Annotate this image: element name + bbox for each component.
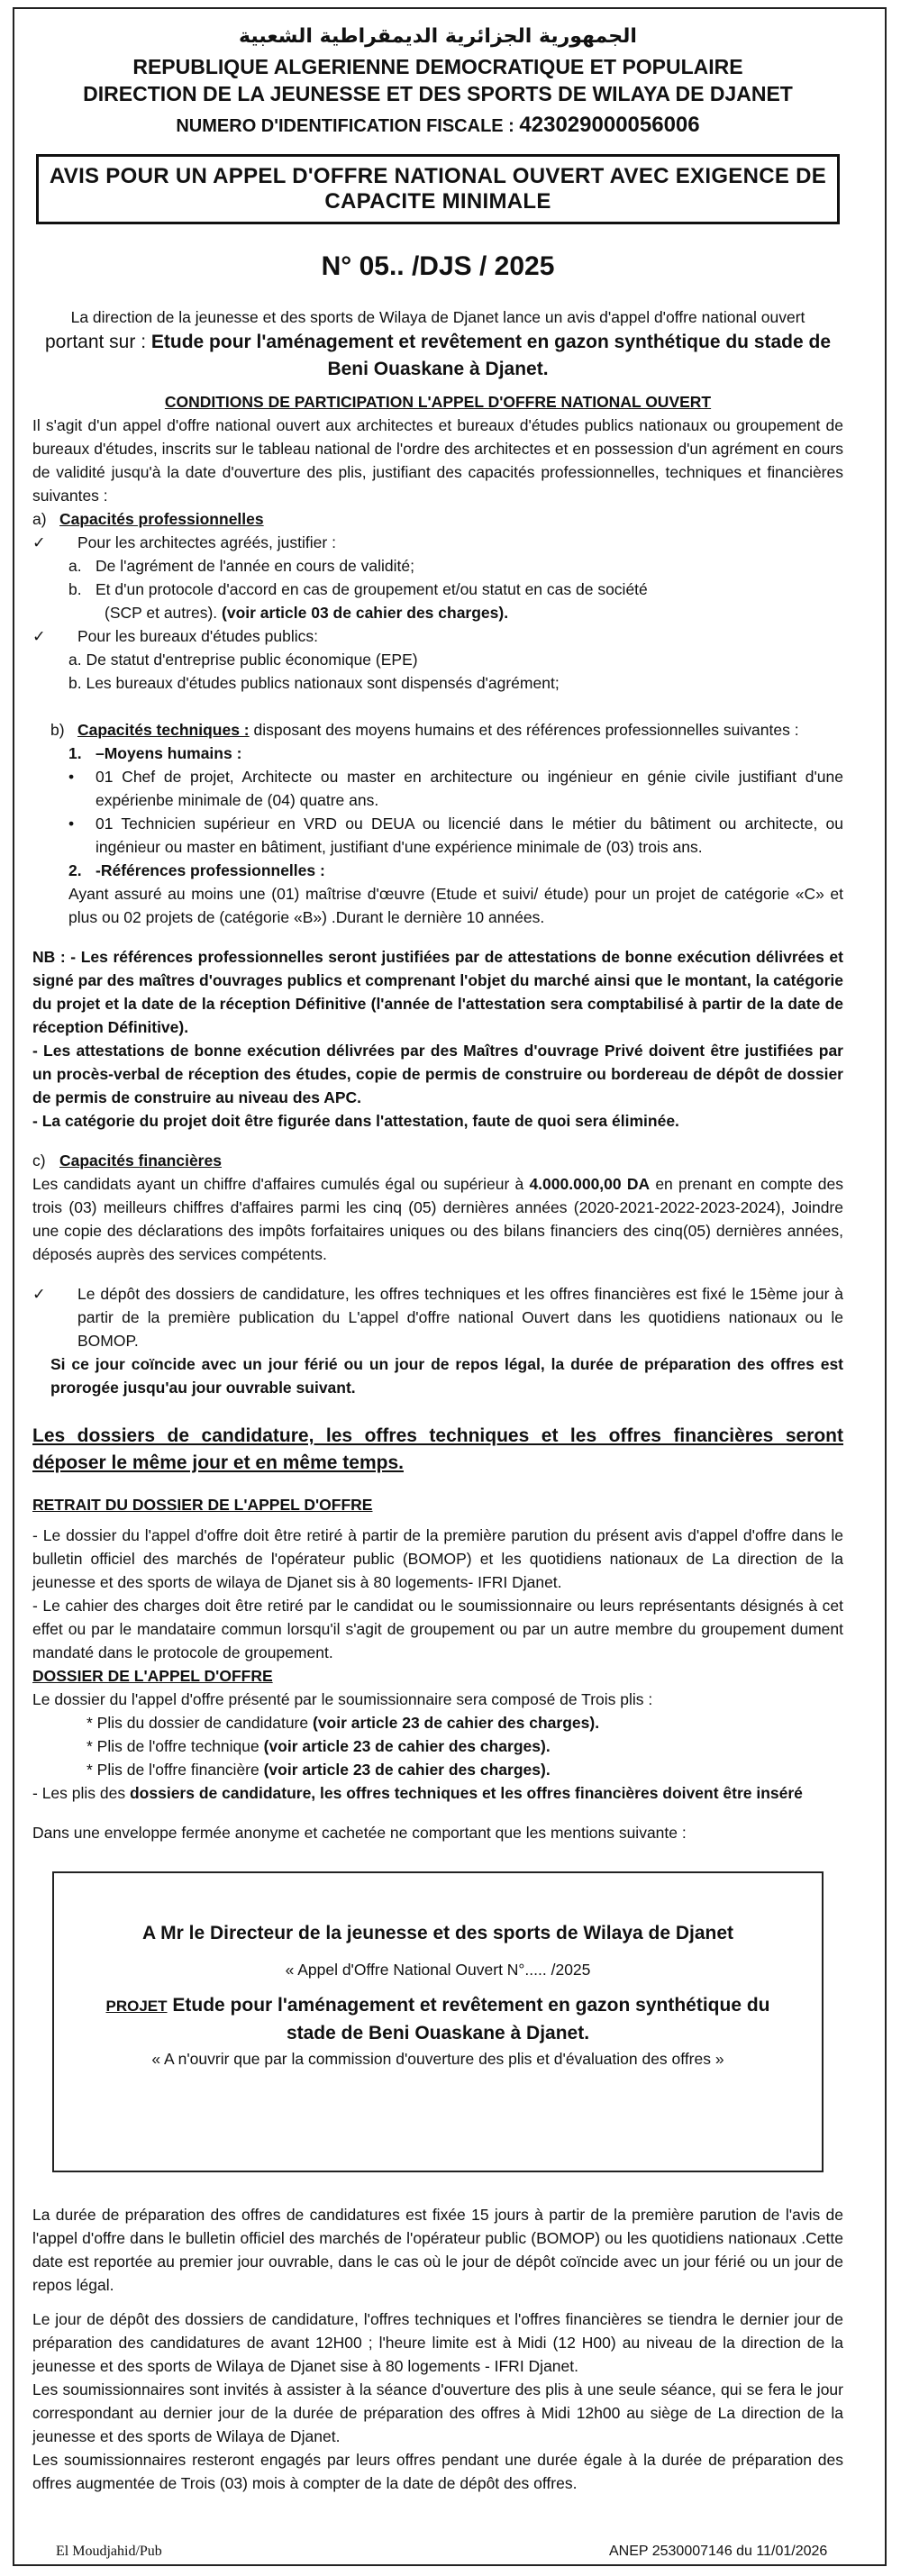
- dossier-title: DOSSIER DE L'APPEL D'OFFRE: [32, 1667, 273, 1685]
- nb-categorie: - La catégorie du projet doit être figurée dans l'attestation, faute de quoi sera éliminée.: [32, 1112, 679, 1130]
- envelope-box: [52, 1871, 824, 2172]
- item-b-cont: [105, 601, 843, 624]
- direction-title: DIRECTION DE LA JEUNESSE ET DES SPORTS DE WILAYA DE DJANET: [83, 82, 793, 105]
- pli-label: * Plis de l'offre technique: [86, 1737, 259, 1755]
- enveloppe-text: Dans une enveloppe fermée anonyme et cachetée ne comportant que les mentions suivante :: [32, 1824, 687, 1842]
- capacites-fin-text: [32, 1172, 843, 1266]
- heading-letter: c): [32, 1151, 46, 1170]
- fin-rest: en prenant en compte des trois (03) meilleurs chiffres d'affaires parmi les cinq (05) dernières années (2020-2021-2022-2023-2024), Joindre une copie des déclarations des impôts forfaitaires uniques ou des bilans financiers des cinq(05) dernières années, déposés auprès des services compétents.: [32, 1175, 843, 1263]
- envelope-to: A Mr le Directeur de la jeunesse et des sports de Wilaya de Djanet: [141, 1923, 734, 1943]
- capacites-fin-heading: [32, 1149, 843, 1172]
- pli-ref: (voir article 23 de cahier des charges).: [263, 1761, 551, 1779]
- moyens-heading: [68, 742, 843, 765]
- refs-heading: [68, 859, 843, 882]
- intro-lead: portant sur :: [44, 332, 147, 352]
- envelope-inner: [90, 1920, 786, 2071]
- pli-2: [86, 1734, 843, 1758]
- envelope-ref: « Appel d'Offre National Ouvert N°..... /2025: [285, 1961, 591, 1979]
- check-text: Pour les architectes agréés, justifier :: [77, 533, 336, 551]
- retrait-p2: - Le cahier des charges doit être retiré par le candidat ou le soumissionnaire ou leurs représentants désignés à cet effet ou par le mandataire commun lorsqu'il s'agit de groupement ou par un autre membre du groupement dument mandaté dans le protocole de groupement.: [32, 1597, 843, 1661]
- pli-label: * Plis de l'offre financière: [86, 1761, 259, 1779]
- conditions-paragraph: Il s'agit d'un appel d'offre national ouvert aux architectes et bureaux d'études publics nationaux ou groupement de bureaux d'études, inscrits sur le tableau national de l'ordre des architectes et en possession d'un agrément en cours de validité jusqu'à la date d'ouverture des plis, justifiant des capacités professionnelles, techniques et financières suivantes :: [32, 416, 843, 505]
- intro-project: Etude pour l'aménagement et revêtement en gazon synthétique du stade de Beni Ouaskane à Djanet.: [150, 332, 832, 379]
- refs-label: -Références professionnelles :: [96, 861, 325, 879]
- depot-block: [32, 1282, 843, 1352]
- item-ref: (voir article 03 de cahier des charges).: [222, 604, 509, 622]
- intro-line: La direction de la jeunesse et des sports de Wilaya de Djanet lance un avis d'appel d'offre national ouvert: [70, 308, 805, 326]
- check-icon: ✓: [32, 627, 46, 645]
- item-text: De l'agrément de l'année en cours de validité;: [96, 557, 414, 575]
- pli-1: [86, 1711, 843, 1734]
- check-icon: ✓: [32, 533, 46, 551]
- plis-insere: [32, 1781, 843, 1805]
- refs-text: Ayant assuré au moins une (01) maîtrise d'œuvre (Etude et suivi/ étude) pour un projet de catégorie «C» et plus ou 02 projets de (catégorie «B») .Durant le dernière 10 années.: [68, 885, 843, 926]
- nb-main: NB : - Les références professionnelles seront justifiées par de attestations de bonne exécution délivrées et signé par des maîtres d'ouvrages publics et comprenant l'objet du marché ainsi que le montant, la catégorie du projet et la date de la réception Définitive (l'année de l'attestation sera comptabilisé à partir de la date de réception Définitive).: [32, 948, 843, 1036]
- pli-label: * Plis du dossier de candidature: [86, 1714, 309, 1732]
- notice-content: [32, 13, 843, 2495]
- item-text: (SCP et autres).: [105, 604, 218, 622]
- final-p3: Les soumissionnaires sont invités à assister à la séance d'ouverture des plis à une seule séance, qui se fera le jour correspondant au dernier jour de la durée de préparation des offres à Midi 12h00 au siège de La direction de la jeunesse et des sports de Wilaya de Djanet.: [32, 2380, 843, 2445]
- intro-object: [32, 329, 843, 383]
- heading-label: Capacités techniques :: [77, 721, 250, 739]
- refs-num: 2.: [68, 861, 82, 879]
- check-bureaux: [32, 624, 843, 648]
- item-b: b. Et d'un protocole d'accord en cas de groupement et/ou statut en cas de société: [68, 578, 843, 601]
- heading-rest: disposant des moyens humains et des références professionnelles suivantes :: [253, 721, 799, 739]
- fin-lead: Les candidats ayant un chiffre d'affaires cumulés égal ou supérieur à: [32, 1175, 524, 1193]
- final-p1: La durée de préparation des offres de candidatures est fixée 15 jours à partir de la première parution de l'avis de l'appel d'offre dans le bulletin officiel des marchés de l'opérateur public (BOMOP) ou les quotidiens nationaux .Cette date est reportée au premier jour ouvrable, dans le cas où le jour de dépôt coïncide avec un jour férié ou un jour de repos légal.: [32, 2206, 843, 2294]
- depot-report: Si ce jour coïncide avec un jour férié ou un jour de repos légal, la durée de préparation des offres est prorogée jusqu'au jour ouvrable suivant.: [50, 1355, 843, 1397]
- item-text: Et d'un protocole d'accord en cas de groupement et/ou statut en cas de société: [96, 580, 648, 598]
- projet-label: PROJET: [105, 1998, 168, 2015]
- moyen-tech: • 01 Technicien supérieur en VRD ou DEUA ou licencié dans le métier du bâtiment ou architecte, ou ingénieur ou master en bâtiment, justifiant d'une expérience minimale de (03) trois ans.: [68, 812, 843, 859]
- bureau-a: [68, 648, 843, 671]
- capacites-tech-heading: [32, 718, 843, 742]
- final-p2: Le jour de dépôt des dossiers de candidature, l'offres techniques et l'offres financières se tiendra le dernier jour de préparation des candidatures de avant 12H00 ; l'heure limite est à Midi (12 H00) au niveau de la direction de la jeunesse et des sports de Wilaya de Djanet sise à 80 logements - IFRI Djanet.: [32, 2310, 843, 2375]
- pli-3: [86, 1758, 843, 1781]
- republic-title: REPUBLIQUE ALGERIENNE DEMOCRATIQUE ET POPULAIRE: [132, 55, 743, 78]
- check-architectes: [32, 531, 843, 554]
- plis-bold: dossiers de candidature, les offres techniques et les offres financières doivent être inséré: [129, 1784, 803, 1802]
- heading-letter: a): [32, 510, 47, 528]
- item-a: a. De l'agrément de l'année en cours de validité;: [68, 554, 843, 578]
- pli-ref: (voir article 23 de cahier des charges).: [313, 1714, 600, 1732]
- retrait-p1: - Le dossier du l'appel d'offre doit être retiré à partir de la première parution du présent avis d'appel d'offre dans le bulletin officiel des marchés de l'opérateur public (BOMOP) et les quotidiens nationaux de La direction de la jeunesse et des sports de wilaya de Djanet sis à 80 logements- IFRI Djanet.: [32, 1526, 843, 1591]
- nb-prive: - Les attestations de bonne exécution délivrées par des Maîtres d'ouvrage Privé doivent être justifiées par un procès-verbal de réception des études, copie de permis de construire ou bordereau de dépôt de dossier de permis de construire au niveau des APC.: [32, 1042, 843, 1106]
- avis-title: AVIS POUR UN APPEL D'OFFRE NATIONAL OUVERT AVEC EXIGENCE DE CAPACITE MINIMALE: [36, 154, 840, 224]
- footer-publisher: El Moudjahid/Pub: [52, 2544, 166, 2560]
- meme-jour: Les dossiers de candidature, les offres techniques et les offres financières seront déposer le même jour et en même temps.: [32, 1425, 843, 1473]
- retrait-title: RETRAIT DU DOSSIER DE L'APPEL D'OFFRE: [32, 1496, 373, 1514]
- fiscal-label: NUMERO D'IDENTIFICATION FISCALE :: [176, 116, 514, 136]
- fin-amount: 4.000.000,00 DA: [529, 1175, 651, 1193]
- projet-text: Etude pour l'aménagement et revêtement en gazon synthétique du stade de Beni Ouaskane à Djanet.: [172, 1995, 770, 2044]
- footer-anep: ANEP 2530007146 du 11/01/2026: [605, 2544, 831, 2560]
- item-text: b. Les bureaux d'études publics nationaux sont dispensés d'agrément;: [68, 674, 560, 692]
- notice-number: N° 05.. /DJS / 2025: [321, 251, 555, 281]
- bureau-b: [68, 671, 843, 695]
- heading-label: Capacités financières: [59, 1151, 222, 1170]
- final-p4: Les soumissionnaires resteront engagés par leurs offres pendant une durée égale à la durée de préparation des offres augmentée de Trois (03) mois à compter de la date de dépôt des offres.: [32, 2451, 843, 2492]
- fiscal-id: [32, 113, 843, 138]
- item-text: a. De statut d'entreprise public économique (EPE): [68, 651, 418, 669]
- conditions-title: CONDITIONS DE PARTICIPATION L'APPEL D'OFFRE NATIONAL OUVERT: [164, 393, 712, 411]
- fiscal-number: 423029000056006: [519, 113, 700, 137]
- envelope-note: « A n'ouvrir que par la commission d'ouverture des plis et d'évaluation des offres »: [151, 2050, 724, 2068]
- plis-lead: - Les plis des: [32, 1784, 126, 1802]
- moyens-label: –Moyens humains :: [96, 744, 242, 762]
- dossier-intro: Le dossier du l'appel d'offre présenté par le soumissionnaire sera composé de Trois plis :: [32, 1690, 653, 1708]
- check-icon: ✓: [32, 1285, 46, 1303]
- item-text: 01 Technicien supérieur en VRD ou DEUA ou licencié dans le métier du bâtiment ou architecte, ou ingénieur ou master en bâtiment, justifiant d'une expérience minimale de (03) trois ans.: [96, 815, 843, 856]
- heading-label: Capacités professionnelles: [59, 510, 264, 528]
- check-text: Pour les bureaux d'études publics:: [77, 627, 318, 645]
- pli-ref: (voir article 23 de cahier des charges).: [263, 1737, 551, 1755]
- item-text: 01 Chef de projet, Architecte ou master en architecture ou ingénieur en génie civile justifiant d'une expérienbe minimale de (04) quatre ans.: [96, 768, 843, 809]
- moyens-num: 1.: [68, 744, 82, 762]
- depot-text: Le dépôt des dossiers de candidature, les offres techniques et les offres financières est fixé le 15ème jour à partir de la première publication du L'appel d'offre national Ouvert dans les quotidiens nationaux ou le BOMOP.: [77, 1285, 843, 1350]
- moyen-chef: • 01 Chef de projet, Architecte ou master en architecture ou ingénieur en génie civile justifiant d'une expérienbe minimale de (04) quatre ans.: [68, 765, 843, 812]
- envelope-projet: [90, 1992, 786, 2047]
- heading-letter: b): [50, 721, 65, 739]
- arabic-title: الجمهورية الجزائرية الديمقراطية الشعبية: [239, 25, 637, 48]
- capacites-pro-heading: [32, 507, 843, 531]
